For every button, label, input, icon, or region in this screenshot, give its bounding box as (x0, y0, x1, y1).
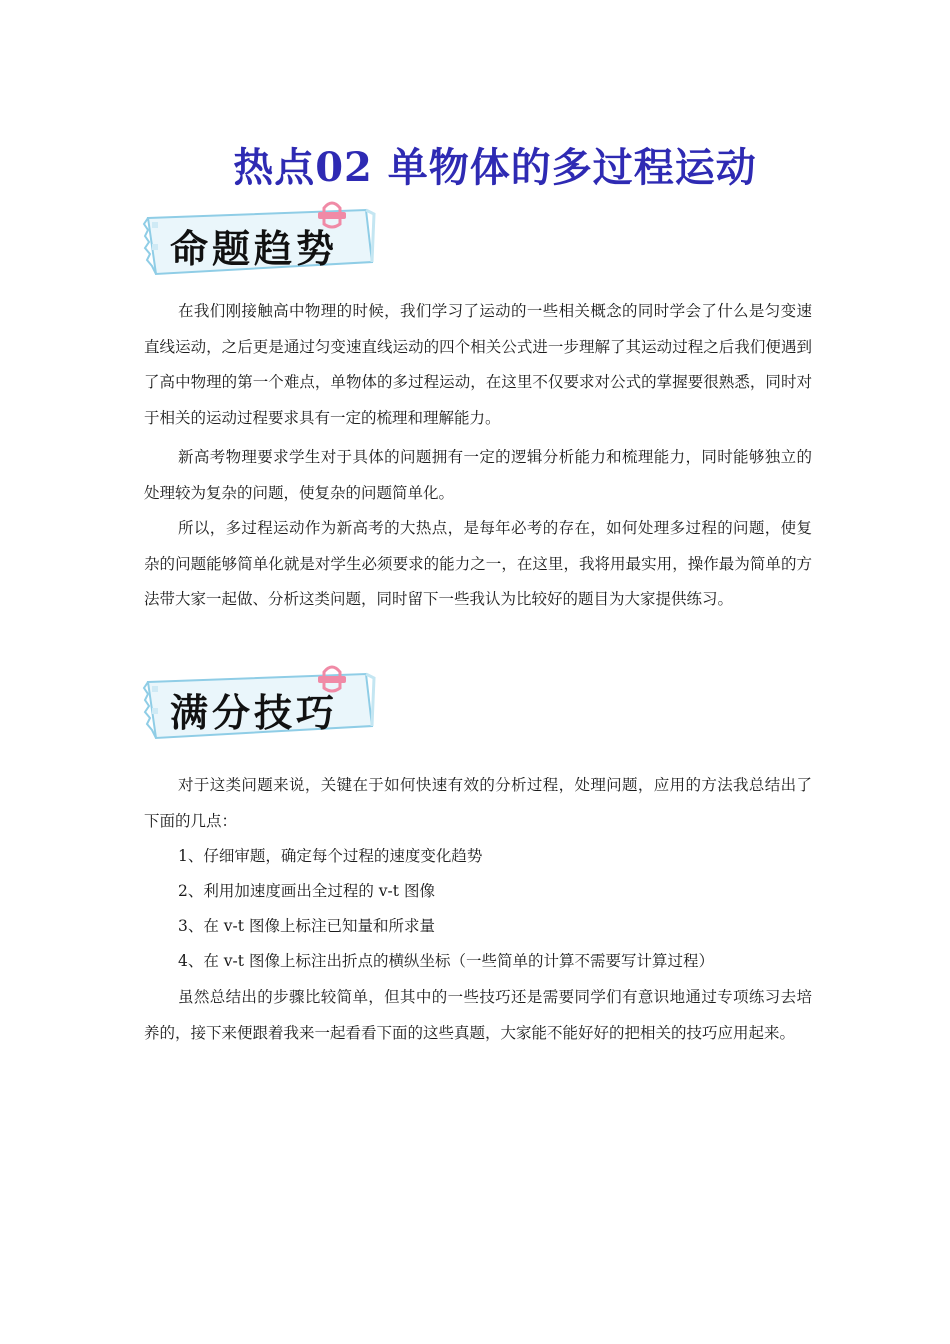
section-heading: 命题趋势 (170, 227, 339, 271)
list-item: 4、在 v-t 图像上标注出折点的横纵坐标（一些简单的计算不需要写计算过程） (178, 952, 714, 970)
section-banner-trend (142, 200, 378, 282)
paragraph: 在我们刚接触高中物理的时候，我们学习了运动的一些相关概念的同时学会了什么是匀变速直线运动，之后更是通过匀变速直线运动的四个相关公式进一步理解了其运动过程之后我们便遇到了高中物理的第一个难点，单物体的多过程运动，在这里不仅要求对公式的掌握要很熟悉，同时对于相关的运动过程要求具有一定的梳理和理解能力。 (144, 302, 812, 427)
paragraph: 所以，多过程运动作为新高考的大热点，是每年必考的存在，如何处理多过程的问题，使复杂的问题能够简单化就是对学生必须要求的能力之一，在这里，我将用最实用，操作最为简单的方法带大家一起做、分析这类问题，同时留下一些我认为比较好的题目为大家提供练习。 (144, 519, 812, 608)
section-heading: 满分技巧 (170, 691, 339, 735)
list-item: 3、在 v-t 图像上标注已知量和所求量 (178, 917, 435, 935)
paragraph: 新高考物理要求学生对于具体的问题拥有一定的逻辑分析能力和梳理能力，同时能够独立的处理较为复杂的问题，使复杂的问题简单化。 (144, 448, 812, 502)
section-banner-skills (142, 664, 378, 746)
paragraph: 对于这类问题来说，关键在于如何快速有效的分析过程，处理问题，应用的方法我总结出了下面的几点： (144, 776, 812, 830)
list-item: 1、仔细审题，确定每个过程的速度变化趋势 (178, 847, 483, 865)
page-title: 热点02 单物体的多过程运动 (233, 144, 757, 191)
list-item: 2、利用加速度画出全过程的 v-t 图像 (178, 882, 435, 900)
paragraph: 虽然总结出的步骤比较简单，但其中的一些技巧还是需要同学们有意识地通过专项练习去培养的，接下来便跟着我来一起看看下面的这些真题，大家能不能好好的把相关的技巧应用起来。 (144, 988, 812, 1042)
